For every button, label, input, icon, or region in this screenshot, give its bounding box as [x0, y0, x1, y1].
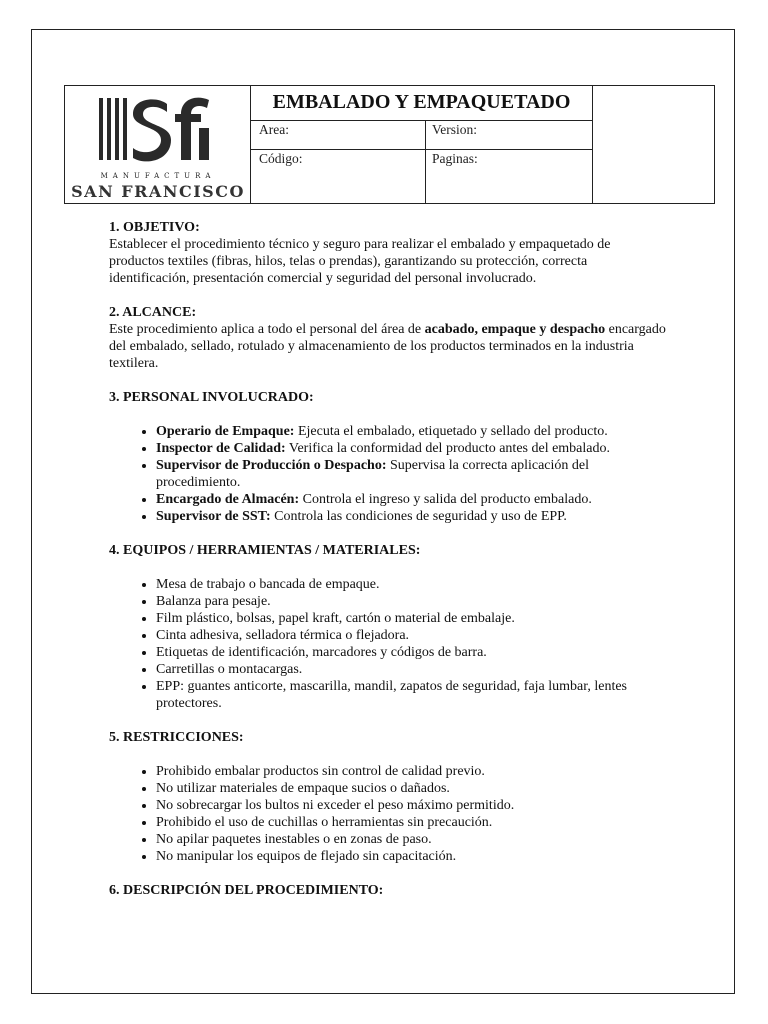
- version-label: Version:: [426, 121, 592, 150]
- list-item: • Carretillas o montacargas.: [156, 661, 669, 678]
- list-item: • Prohibido embalar productos sin control de calidad previo.: [156, 763, 669, 780]
- section-alcance: [109, 304, 669, 372]
- section-heading: 3. PERSONAL INVOLUCRADO:: [109, 390, 314, 405]
- section-restricciones: [109, 729, 669, 865]
- logo-cell: [65, 86, 251, 203]
- document-header-table: [64, 85, 715, 204]
- document-title: EMBALADO Y EMPAQUETADO: [251, 86, 592, 121]
- section-heading: 1. OBJETIVO:: [109, 220, 200, 235]
- logo-top-text: MANUFACTURA: [100, 172, 216, 180]
- bold-text-segment: acabado, empaque y despacho: [424, 322, 606, 337]
- bullet-list: [109, 423, 669, 525]
- section-heading: 6. DESCRIPCIÓN DEL PROCEDIMIENTO:: [109, 883, 384, 898]
- text-segment: Este procedimiento aplica a todo el personal del área de: [109, 322, 425, 337]
- bullet-list: [109, 763, 669, 865]
- role-label: Supervisor de SST:: [156, 509, 271, 524]
- role-description: Ejecuta el embalado, etiquetado y sellado del producto.: [294, 424, 608, 439]
- section-text: [109, 321, 669, 372]
- role-label: Operario de Empaque:: [156, 424, 295, 439]
- section-text: Establecer el procedimiento técnico y seguro para realizar el embalado y empaquetado de productos textiles (fibras, hilos, telas o prendas), garantizando su protección, correcta identificación, presentación comercial y seguridad del personal involucrado.: [109, 237, 611, 286]
- bullet-list: [109, 576, 669, 712]
- section-descripcion: [109, 882, 669, 899]
- text-segment: encargado del embalado, sellado, rotulado y almacenamiento de los productos terminados en la industria textilera.: [109, 322, 666, 371]
- list-item: • Film plástico, bolsas, papel kraft, cartón o material de embalaje.: [156, 610, 669, 627]
- paginas-label: Paginas:: [432, 151, 478, 166]
- list-item: • No apilar paquetes inestables o en zonas de paso.: [156, 831, 669, 848]
- role-label: Supervisor de Producción o Despacho:: [156, 458, 387, 473]
- role-label: Inspector de Calidad:: [156, 441, 286, 456]
- blank-right-cell: [592, 86, 714, 203]
- section-heading: 5. RESTRICCIONES:: [109, 730, 244, 745]
- list-item: [156, 423, 669, 440]
- list-item: • Balanza para pesaje.: [156, 593, 669, 610]
- area-label: Area:: [251, 121, 426, 150]
- codigo-label: Código:: [251, 150, 426, 203]
- list-item: • No sobrecargar los bultos ni exceder el peso máximo permitido.: [156, 797, 669, 814]
- document-body: [109, 219, 669, 899]
- list-item: • No utilizar materiales de empaque sucios o dañados.: [156, 780, 669, 797]
- section-personal: [109, 389, 669, 525]
- section-heading: 4. EQUIPOS / HERRAMIENTAS / MATERIALES:: [109, 543, 421, 558]
- list-item: • Prohibido el uso de cuchillas o herramientas sin precaución.: [156, 814, 669, 831]
- role-description: Supervisa la correcta aplicación del procedimiento.: [156, 458, 590, 490]
- role-description: Controla el ingreso y salida del producto embalado.: [299, 492, 592, 507]
- section-heading: 2. ALCANCE:: [109, 305, 197, 320]
- logo-company-name: SAN FRANCISCO: [71, 182, 245, 201]
- list-item: • EPP: guantes anticorte, mascarilla, mandil, zapatos de seguridad, faja lumbar, lentes protectores.: [156, 678, 669, 712]
- section-equipos: [109, 542, 669, 712]
- company-logo-icon: [99, 96, 217, 164]
- list-item: • Etiquetas de identificación, marcadores y códigos de barra.: [156, 644, 669, 661]
- list-item: [156, 457, 669, 491]
- list-item: [156, 508, 669, 525]
- list-item: • Cinta adhesiva, selladora térmica o flejadora.: [156, 627, 669, 644]
- role-label: Encargado de Almacén:: [156, 492, 300, 507]
- role-description: Verifica la conformidad del producto antes del embalado.: [285, 441, 611, 456]
- list-item: [156, 440, 669, 457]
- list-item: • No manipular los equipos de flejado sin capacitación.: [156, 848, 669, 865]
- list-item: • Mesa de trabajo o bancada de empaque.: [156, 576, 669, 593]
- list-item: [156, 491, 669, 508]
- role-description: Controla las condiciones de seguridad y uso de EPP.: [270, 509, 567, 524]
- section-objetivo: [109, 219, 669, 287]
